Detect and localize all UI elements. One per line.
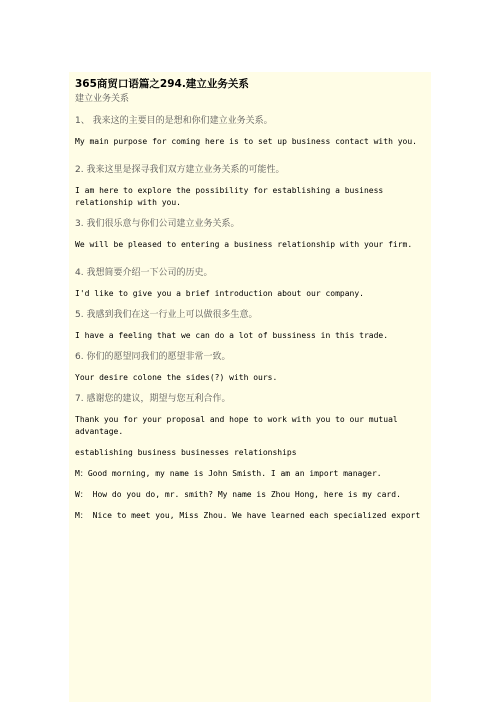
phrase-zh-3: 3. 我们很乐意与你们公司建立业务关系。 <box>75 219 240 229</box>
dialog <box>75 468 431 522</box>
dialog-line: M： Nice to meet you, Miss Zhou. We have learned each specialized export <box>75 511 421 520</box>
article-body <box>69 72 431 702</box>
phrase-en-7: Thank you for your proposal and hope to work with you to our mutual advantage. <box>75 415 398 436</box>
dialog-line: W： How do you do, mr. smith? My name is Zhou Hong, here is my card. <box>75 490 401 499</box>
phrase-zh-4: 4. 我想简要介绍一下公司的历史。 <box>75 268 213 278</box>
phrase-zh-7: 7. 感谢您的建议，期望与您互利合作。 <box>75 394 231 404</box>
phrase-en-4: I'd like to give you a brief introduction about our company. <box>75 289 364 298</box>
phrase-zh-1: 1、 我来这的主要目的是想和你们建立业务关系。 <box>75 116 273 126</box>
phrase-en-1: My main purpose for coming here is to set up business contact with you. <box>75 137 417 146</box>
phrase-en-5: I have a feeling that we can do a lot of bussiness in this trade. <box>75 331 389 340</box>
phrase-zh-2: 2. 我来这里是探寻我们双方建立业务关系的可能性。 <box>75 165 285 175</box>
phrase-en-3: We will be pleased to entering a business relationship with your firm. <box>75 240 413 249</box>
phrase-en-6: Your desire colone the sides(?) with ours. <box>75 373 278 382</box>
dialog-heading: establishing business businesses relationships <box>75 448 297 457</box>
phrase-zh-6: 6. 你们的愿望同我们的愿望非常一致。 <box>75 352 231 362</box>
dialog-line: M：Good morning, my name is John Smisth. I am an import manager. <box>75 469 382 478</box>
section-subtitle: 建立业务关系 <box>75 94 130 104</box>
phrase-en-2: I am here to explore the possibility for establishing a business relationship with you. <box>75 186 384 207</box>
page-title: 365商贸口语篇之294.建立业务关系 <box>75 78 249 90</box>
phrase-zh-5: 5. 我感到我们在这一行业上可以做很多生意。 <box>75 310 258 320</box>
